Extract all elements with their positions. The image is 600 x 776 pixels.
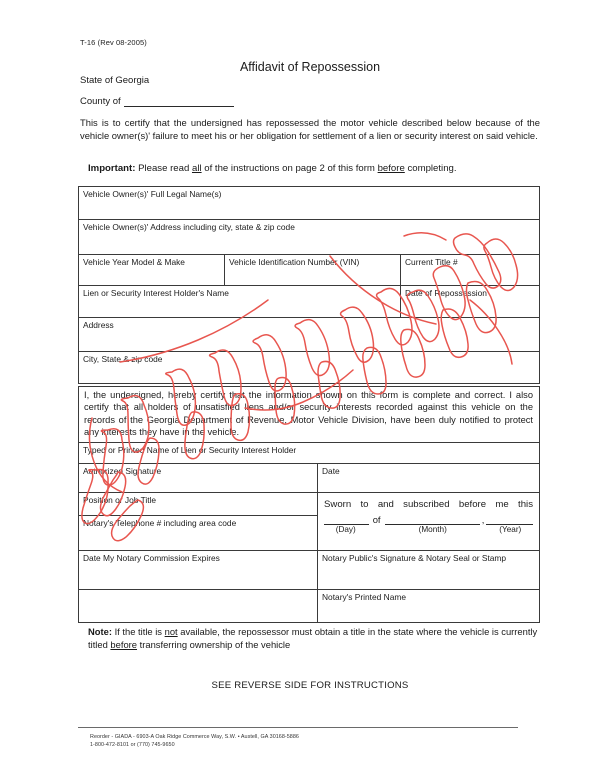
table-row (79, 387, 540, 443)
sworn-heading: Sworn to and subscribed before me this (324, 498, 533, 510)
note-text-middle: available, the repossessor must obtain a title in the state where the vehicle is currently titled (88, 626, 538, 650)
sworn-statement-cell (318, 492, 540, 550)
county-label: County of (80, 96, 121, 107)
field-notary-signature-seal[interactable]: Notary Public's Signature & Notary Seal or Stamp (318, 550, 540, 589)
field-blank[interactable] (79, 589, 318, 622)
state-line: State of Georgia (80, 75, 150, 86)
see-reverse-instructions: SEE REVERSE SIDE FOR INSTRUCTIONS (211, 680, 409, 691)
important-underline-before: before (377, 163, 405, 174)
day-month-year-labels (324, 525, 533, 535)
table-row (79, 550, 540, 589)
label-month: (Month) (418, 524, 447, 534)
note-label: Note: (88, 626, 112, 637)
year-blank-line[interactable] (486, 514, 533, 525)
important-text-before: Please read (138, 163, 190, 174)
note-paragraph (88, 626, 540, 651)
important-notice (88, 163, 540, 174)
day-month-year-rules[interactable] (324, 514, 533, 525)
certification-paragraph: I, the undersigned, hereby certify that the information shown on this form is complete and correct. I also certify that all holders of unsatisfied liens and/or security interests recorded against this vehicle on the records of the Georgia Department of Revenue, Motor Vehicle Division, have been duly notified to protect any interests they have in the vehicle. (79, 387, 540, 443)
table-row (79, 187, 540, 220)
note-text-after: transferring ownership of the vehicle (139, 638, 291, 650)
county-blank-line[interactable] (124, 97, 234, 107)
county-field (80, 96, 234, 107)
table-row (79, 318, 540, 352)
label-year: (Year) (499, 524, 522, 534)
sworn-of-label: of (372, 513, 381, 525)
certification-signature-table (78, 386, 540, 623)
field-notary-printed-name[interactable]: Notary's Printed Name (318, 589, 540, 622)
footer-divider (78, 727, 518, 728)
important-underline-all: all (191, 163, 202, 174)
field-address[interactable]: Address (79, 318, 540, 352)
table-row (79, 255, 540, 286)
form-code: T-16 (Rev 08-2005) (80, 38, 147, 47)
month-blank-line[interactable] (385, 514, 480, 525)
field-date[interactable]: Date (318, 463, 540, 492)
field-city-state-zip[interactable]: City, State & zip code (79, 352, 540, 384)
sworn-comma: , (481, 513, 485, 525)
field-vin[interactable]: Vehicle Identification Number (VIN) (225, 255, 401, 286)
field-owner-address[interactable]: Vehicle Owner(s)' Address including city, state & zip code (79, 220, 540, 255)
page-title: Affidavit of Repossession (239, 60, 381, 74)
field-authorized-signature[interactable]: Authorized Signature (79, 463, 318, 492)
intro-paragraph: This is to certify that the undersigned has repossessed the motor vehicle described below because of the vehicle owner(s)' failure to meet his or her obligation for settlement of a lien or security interest on said vehicle. (80, 117, 540, 141)
note-underline-not: not (164, 626, 178, 637)
field-notary-telephone[interactable]: Notary's Telephone # including area code (79, 515, 318, 550)
table-row (79, 220, 540, 255)
important-text-after: completing. (407, 163, 457, 174)
field-year-model-make[interactable]: Vehicle Year Model & Make (79, 255, 225, 286)
note-underline-before: before (110, 638, 138, 650)
table-row (79, 286, 540, 318)
important-text-middle: of the instructions on page 2 of this form (204, 163, 375, 174)
note-text-before: If the title is (114, 626, 162, 637)
field-owner-name[interactable]: Vehicle Owner(s)' Full Legal Name(s) (79, 187, 540, 220)
reorder-line-1: Reorder - GIADA - 6903-A Oak Ridge Commerce Way, S.W. • Austell, GA 30168-5886 (90, 734, 299, 740)
vehicle-information-table (78, 186, 540, 384)
table-row (79, 492, 540, 515)
field-current-title[interactable]: Current Title # (401, 255, 540, 286)
label-day: (Day) (335, 524, 356, 534)
reorder-info (90, 733, 299, 749)
day-blank-line[interactable] (324, 514, 369, 525)
field-commission-expires[interactable]: Date My Notary Commission Expires (79, 550, 318, 589)
table-row (79, 463, 540, 492)
table-row (79, 589, 540, 622)
field-date-of-repossession[interactable]: Date of Repossession (401, 286, 540, 318)
field-typed-printed-name[interactable]: Typed or Printed Name of Lien or Security Interest Holder (79, 442, 540, 463)
table-row (79, 352, 540, 384)
important-label: Important: (88, 163, 136, 174)
reorder-line-2: 1-800-472-8101 or (770) 745-9650 (90, 742, 175, 749)
field-position-job-title[interactable]: Position or Job Title (79, 492, 318, 515)
field-lienholder-name[interactable]: Lien or Security Interest Holder's Name (79, 286, 401, 318)
table-row (79, 442, 540, 463)
